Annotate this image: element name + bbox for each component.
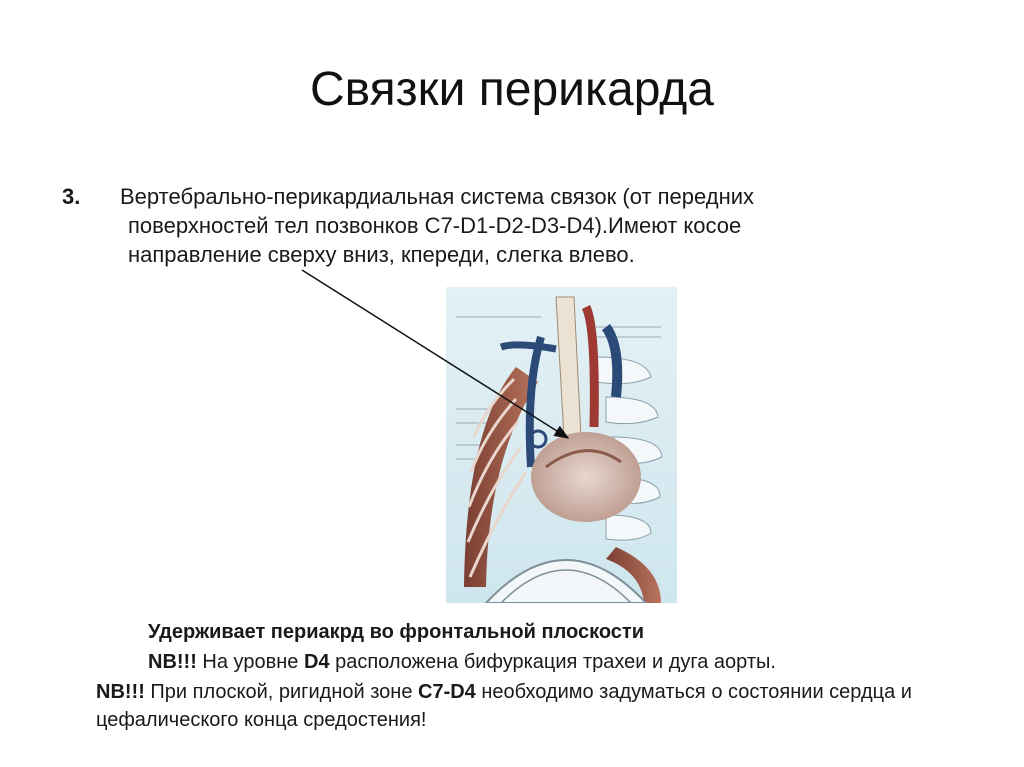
note-hold: Удерживает периакрд во фронтальной плоскости [148,621,645,643]
note-text: При плоской, ригидной зоне [144,681,419,703]
point-line-1: Вертебрально-перикардиальная система связок (от передних [120,184,755,209]
note-text: На уровне [196,651,304,673]
note-bold: D4 [303,651,330,673]
note-text: необходимо задуматься о состоянии сердца и цефалического конца средостения! [96,681,912,731]
point-line-2: поверхностей тел позвонков С7-D1-D2-D3-D4).Имеют косое [128,213,742,238]
point-3 [62,182,962,269]
note-nb-c7-d4 [96,678,956,734]
anatomy-illustration [446,287,677,603]
note-bold: С7-D4 [418,681,476,703]
note-text: расположена бифуркация трахеи и дуга аорты. [329,651,776,673]
note-nb-d4 [148,648,776,676]
slide-title: Связки перикарда [309,63,714,116]
note-nb-label: NB!!! [96,681,145,703]
point-line-3: направление сверху вниз, кпереди, слегка влево. [128,242,635,267]
note-nb-label: NB!!! [148,651,197,673]
point-text [120,182,962,269]
point-number: 3. [62,184,81,209]
